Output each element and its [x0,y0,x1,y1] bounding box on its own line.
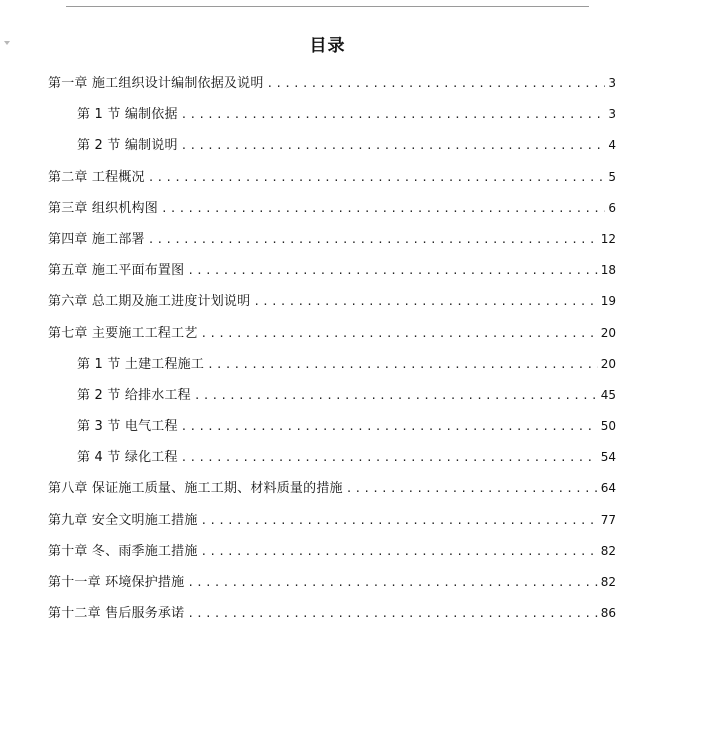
toc-entry-page-number: 77 [600,512,616,527]
toc-entry-row[interactable] [77,354,616,374]
toc-chapter-entry[interactable] [0,566,703,597]
toc-entry-label: 第七章 主要施工工程工艺 [48,325,198,341]
toc-entry-row[interactable] [48,198,616,218]
toc-section-entry[interactable] [0,129,703,160]
toc-chapter-entry[interactable] [0,504,703,535]
toc-entry-label: 第 4 节 绿化工程 [77,450,178,466]
toc-entry-row[interactable] [48,260,616,280]
toc-entry-row[interactable] [77,104,616,124]
toc-section-entry[interactable] [0,441,703,472]
toc-chapter-entry[interactable] [0,597,703,628]
toc-dot-leader [187,573,597,593]
toc-entry-row[interactable] [48,229,616,249]
toc-dot-leader [194,386,598,406]
toc-entry-label: 第五章 施工平面布置图 [48,263,185,279]
toc-dot-leader [201,511,598,531]
toc-entry-label: 第 1 节 土建工程施工 [77,356,205,372]
toc-entry-page-number: 86 [600,606,616,621]
toc-entry-row[interactable] [77,447,616,467]
toc-entry-page-number: 54 [600,450,616,465]
toc-entry-label: 第八章 保证施工质量、施工工期、材料质量的措施 [48,481,343,497]
toc-entry-label: 第 3 节 电气工程 [77,419,178,435]
toc-entry-row[interactable] [48,73,616,93]
toc-chapter-entry[interactable] [0,472,703,503]
toc-entry-page-number: 4 [608,138,616,153]
toc-entry-label: 第 2 节 给排水工程 [77,387,191,403]
toc-entry-row[interactable] [48,572,616,592]
toc-entry-page-number: 82 [600,575,616,589]
toc-entry-row[interactable] [48,323,616,343]
toc-chapter-entry[interactable] [0,67,703,98]
toc-dot-leader [187,261,597,281]
toc-dot-leader [148,168,606,188]
toc-entry-label: 第二章 工程概况 [48,169,145,185]
toc-entry-label: 第 1 节 编制依据 [77,107,178,123]
toc-chapter-entry[interactable] [0,317,703,348]
toc-entry-row[interactable] [77,416,616,436]
table-of-contents [0,67,703,628]
toc-entry-row[interactable] [48,478,616,498]
toc-entry-label: 第三章 组织机构图 [48,200,158,216]
toc-entry-row[interactable] [48,541,616,561]
toc-entry-label: 第四章 施工部署 [48,231,145,247]
toc-entry-row[interactable] [48,603,616,623]
toc-entry-row[interactable] [48,291,616,311]
toc-entry-page-number: 3 [608,76,616,90]
toc-dot-leader [161,199,605,219]
toc-chapter-entry[interactable] [0,161,703,192]
toc-entry-row[interactable] [48,167,616,187]
toc-dot-leader [346,479,598,499]
toc-entry-page-number: 64 [600,481,616,496]
toc-entry-page-number: 5 [608,169,616,184]
toc-entry-row[interactable] [77,385,616,405]
toc-title: 目录 [309,36,346,56]
toc-dot-leader [181,105,606,125]
toc-dot-leader [201,542,598,562]
toc-entry-label: 第十章 冬、雨季施工措施 [48,543,198,559]
toc-dot-leader [201,324,598,344]
toc-entry-row[interactable] [77,135,616,155]
toc-entry-label: 第十二章 售后服务承诺 [48,606,185,622]
toc-dot-leader [181,136,606,156]
toc-chapter-entry[interactable] [0,223,703,254]
toc-dot-leader [181,448,598,468]
toc-entry-page-number: 20 [600,325,616,340]
toc-entry-label: 第一章 施工组织设计编制依据及说明 [48,76,264,91]
toc-entry-page-number: 20 [600,356,616,371]
toc-dot-leader [148,230,598,250]
toc-entry-label: 第 2 节 编制说明 [77,138,178,154]
toc-dot-leader [267,74,606,94]
toc-chapter-entry[interactable] [0,254,703,285]
toc-section-entry[interactable] [0,98,703,129]
toc-section-entry[interactable] [0,379,703,410]
toc-entry-page-number: 45 [600,387,616,402]
toc-entry-page-number: 82 [600,543,616,558]
toc-chapter-entry[interactable] [0,192,703,223]
toc-dot-leader [187,604,597,624]
toc-dot-leader [253,292,597,312]
toc-entry-page-number: 3 [608,107,616,122]
toc-entry-page-number: 12 [600,231,616,246]
toc-entry-page-number: 19 [600,294,616,309]
toc-section-entry[interactable] [0,410,703,441]
page-header-rule [66,6,589,7]
toc-entry-label: 第十一章 环境保护措施 [48,575,185,590]
toc-entry-label: 第六章 总工期及施工进度计划说明 [48,294,251,310]
toc-entry-page-number: 50 [600,419,616,434]
toc-dot-leader [207,355,598,375]
toc-entry-page-number: 6 [608,200,616,215]
toc-entry-label: 第九章 安全文明施工措施 [48,512,198,528]
toc-entry-row[interactable] [48,510,616,530]
toc-dot-leader [181,417,598,437]
toc-entry-page-number: 18 [600,263,616,278]
toc-section-entry[interactable] [0,348,703,379]
toc-chapter-entry[interactable] [0,285,703,316]
toc-chapter-entry[interactable] [0,535,703,566]
